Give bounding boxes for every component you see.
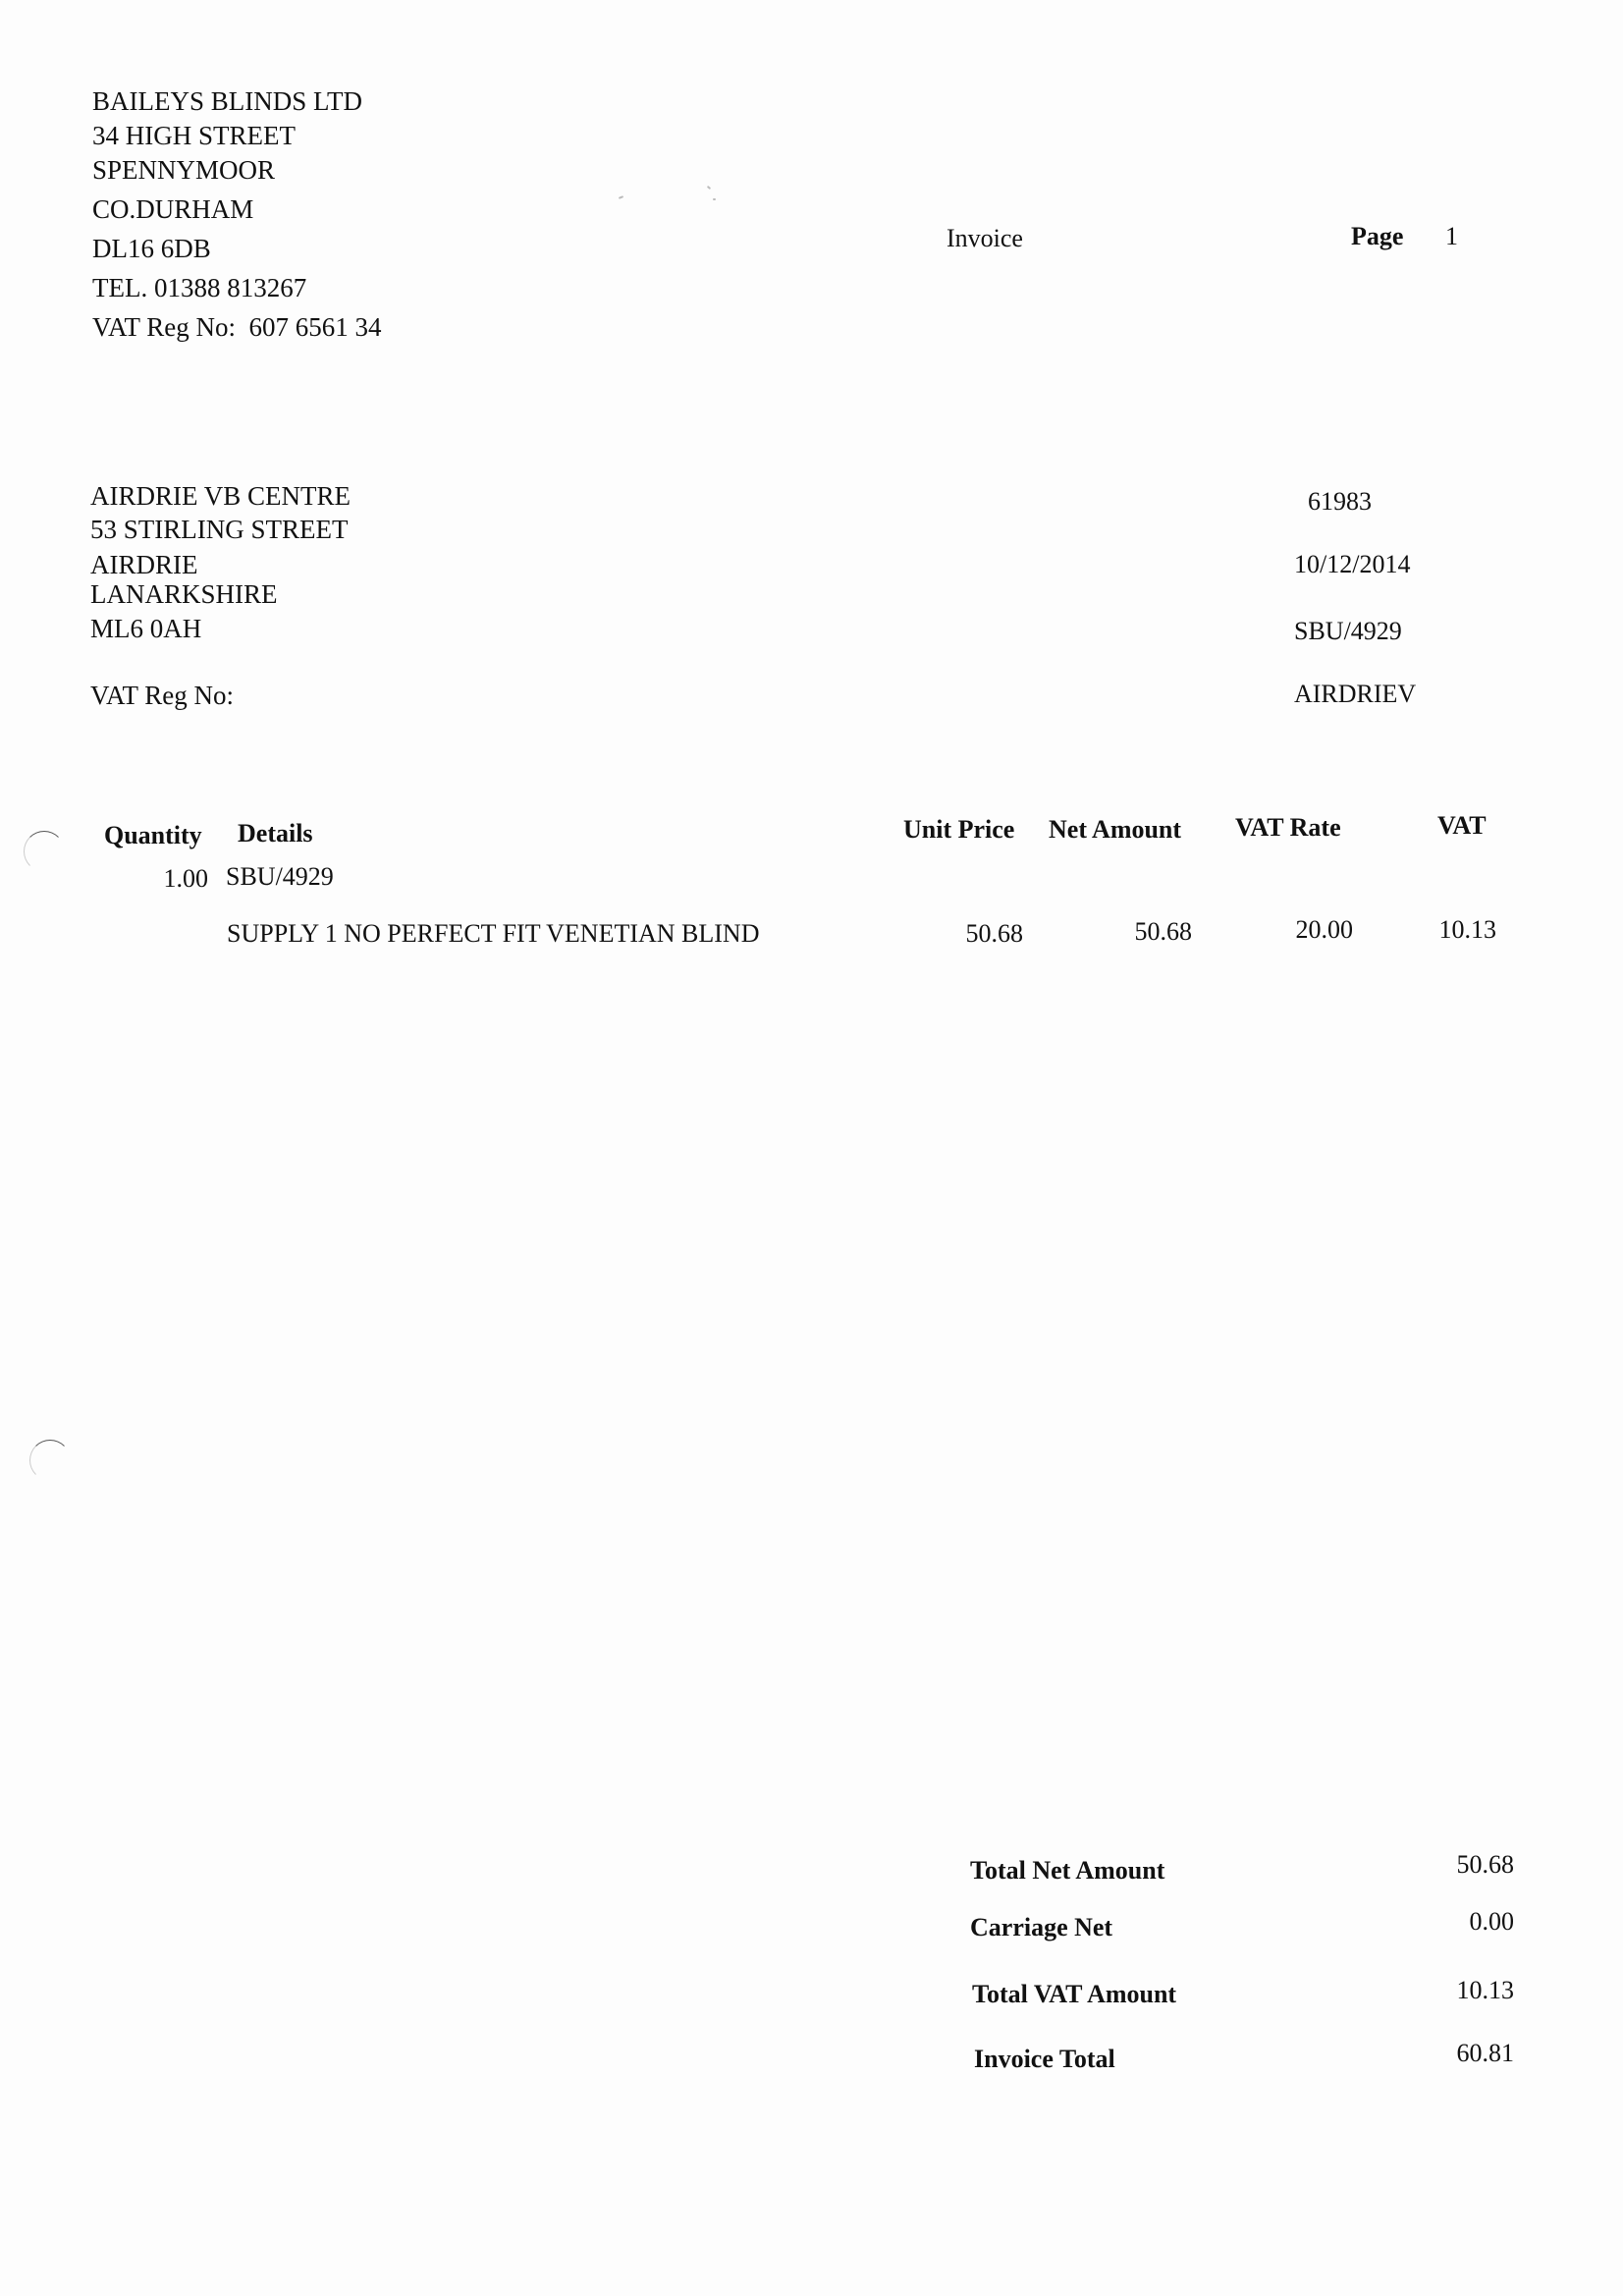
line-description: SUPPLY 1 NO PERFECT FIT VENETIAN BLIND xyxy=(227,919,760,948)
line-unit-price: 50.68 xyxy=(965,919,1023,948)
supplier-name: BAILEYS BLINDS LTD xyxy=(92,86,363,116)
scan-speck xyxy=(619,195,623,199)
total-net-value: 50.68 xyxy=(1456,1850,1514,1879)
line-net-amount: 50.68 xyxy=(1134,917,1192,946)
column-header-net-amount: Net Amount xyxy=(1049,815,1182,844)
carriage-net-label: Carriage Net xyxy=(970,1913,1113,1941)
column-header-unit-price: Unit Price xyxy=(903,815,1015,844)
supplier-vat-reg: VAT Reg No: 607 6561 34 xyxy=(92,312,382,342)
customer-name: AIRDRIE VB CENTRE xyxy=(90,481,352,511)
punch-hole-mark-upper xyxy=(24,831,65,872)
column-header-vat: VAT xyxy=(1437,811,1487,840)
supplier-telephone: TEL. 01388 813267 xyxy=(92,273,307,302)
document-type: Invoice xyxy=(947,224,1023,252)
invoice-total-label: Invoice Total xyxy=(974,2045,1115,2073)
punch-hole-mark-lower xyxy=(29,1440,71,1481)
customer-county: LANARKSHIRE xyxy=(90,579,278,609)
invoice-total-value: 60.81 xyxy=(1456,2039,1514,2067)
line-vat: 10.13 xyxy=(1438,915,1496,944)
column-header-vat-rate: VAT Rate xyxy=(1235,813,1341,842)
supplier-postcode: DL16 6DB xyxy=(92,234,211,263)
customer-vat-reg-label: VAT Reg No: xyxy=(90,681,235,710)
total-vat-label: Total VAT Amount xyxy=(972,1980,1177,2008)
total-vat-value: 10.13 xyxy=(1456,1976,1514,2004)
order-reference: SBU/4929 xyxy=(1294,617,1402,645)
account-code: AIRDRIEV xyxy=(1294,680,1417,708)
invoice-date: 10/12/2014 xyxy=(1294,550,1411,578)
column-header-quantity: Quantity xyxy=(104,821,202,849)
page-label: Page xyxy=(1351,222,1404,250)
line-quantity: 1.00 xyxy=(163,864,208,893)
supplier-address-line-1: 34 HIGH STREET xyxy=(92,121,296,150)
customer-town: AIRDRIE xyxy=(90,550,198,579)
scan-speck xyxy=(713,198,716,200)
scan-speck xyxy=(707,186,711,190)
column-header-details: Details xyxy=(238,819,313,847)
carriage-net-value: 0.00 xyxy=(1469,1907,1514,1936)
customer-address-line-1: 53 STIRLING STREET xyxy=(90,515,349,544)
total-net-label: Total Net Amount xyxy=(970,1856,1165,1885)
line-reference: SBU/4929 xyxy=(226,862,334,891)
supplier-address-line-2: SPENNYMOOR xyxy=(92,155,276,185)
supplier-county: CO.DURHAM xyxy=(92,194,254,224)
customer-postcode: ML6 0AH xyxy=(90,614,202,643)
page-number: 1 xyxy=(1445,222,1458,250)
invoice-number: 61983 xyxy=(1308,487,1372,516)
line-vat-rate: 20.00 xyxy=(1295,915,1353,944)
